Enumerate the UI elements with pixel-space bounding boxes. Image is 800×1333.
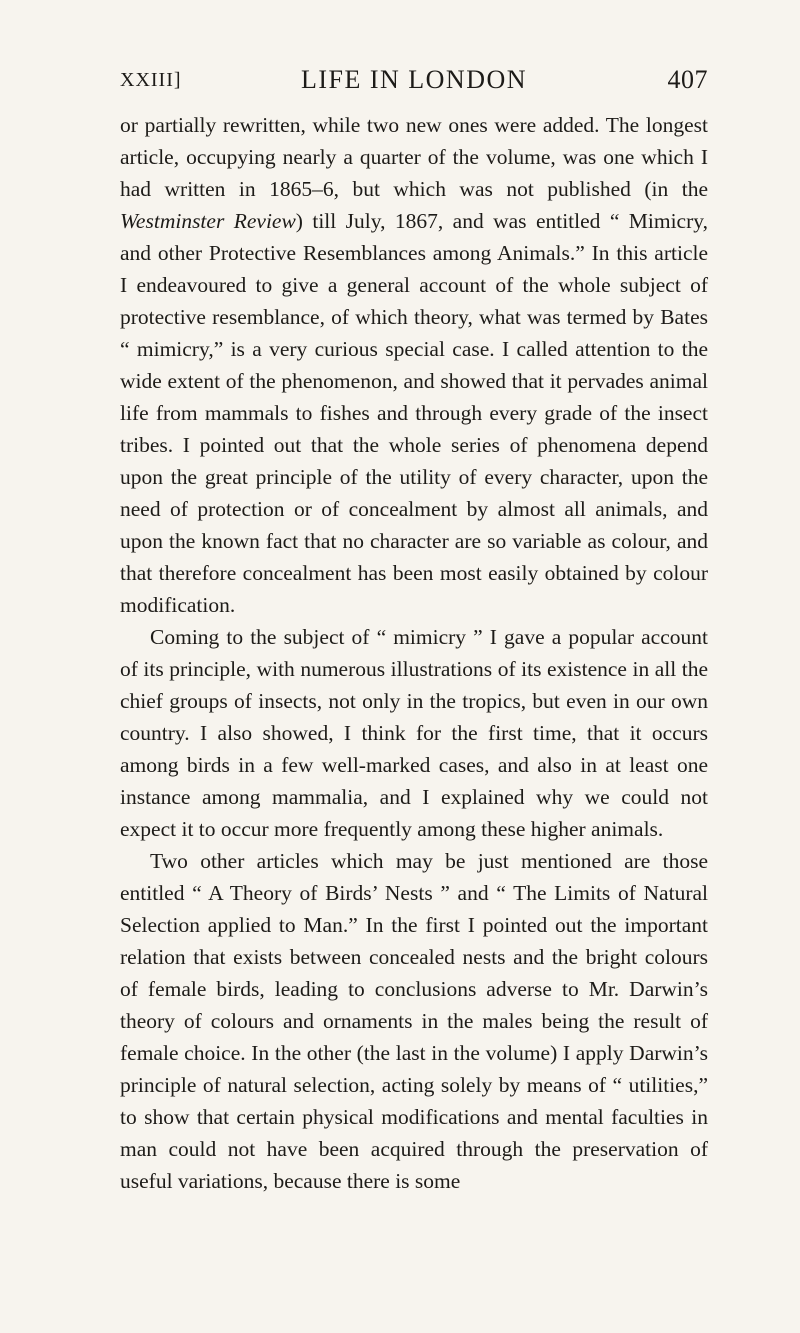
periodical-title: Westminster Review	[120, 209, 296, 233]
running-title: LIFE IN LONDON	[300, 65, 528, 94]
paragraph-1	[120, 109, 708, 621]
chapter-number: XXIII]	[120, 69, 182, 91]
paragraph-3: Two other articles which may be just mentioned are those entitled “ A Theory of Birds’ Nests ” and “ The Limits of Natural Selection applied to Man.” In the first I pointed out the important relation that exists between concealed nests and the bright colours of female birds, leading to conclusions adverse to Mr. Darwin’s theory of colours and ornaments in the males being the result of female choice. In the other (the last in the volume) I apply Darwin’s principle of natural selection, acting solely by means of “ utilities,” to show that certain physical modifications and mental faculties in man could not have been acquired through the preservation of useful variations, because there is some	[120, 849, 708, 1193]
paragraph-1-text-a: or partially rewritten, while two new ones were added. The longest article, occupying nearly a quarter of the volume, was one which I had written in 1865–6, but which was not published (in the	[120, 113, 708, 201]
page-number: 407	[667, 65, 708, 94]
body-text	[120, 109, 708, 1197]
paragraph-2: Coming to the subject of “ mimicry ” I gave a popular account of its principle, with numerous illustrations of its existence in all the chief groups of insects, not only in the tropics, but even in our own country. I also showed, I think for the first time, that it occurs among birds in a few well-marked cases, and also in at least one instance among mammalia, and I explained why we could not expect it to occur more frequently among these higher animals.	[120, 625, 708, 841]
running-head	[120, 62, 708, 98]
paragraph-1-text-b: ) till July, 1867, and was entitled “ Mimicry, and other Protective Resemblances among Animals.” In this article I endeavoured to give a general account of the whole subject of protective resemblance, of which theory, what was termed by Bates “ mimicry,” is a very curious special case. I called attention to the wide extent of the phenomenon, and showed that it pervades animal life from mammals to fishes and through every grade of the insect tribes. I pointed out that the whole series of phenomena depend upon the great principle of the utility of every character, upon the need of protection or of concealment by almost all animals, and upon the known fact that no character are so variable as colour, and that therefore concealment has been most easily obtained by colour modification.	[120, 209, 708, 617]
